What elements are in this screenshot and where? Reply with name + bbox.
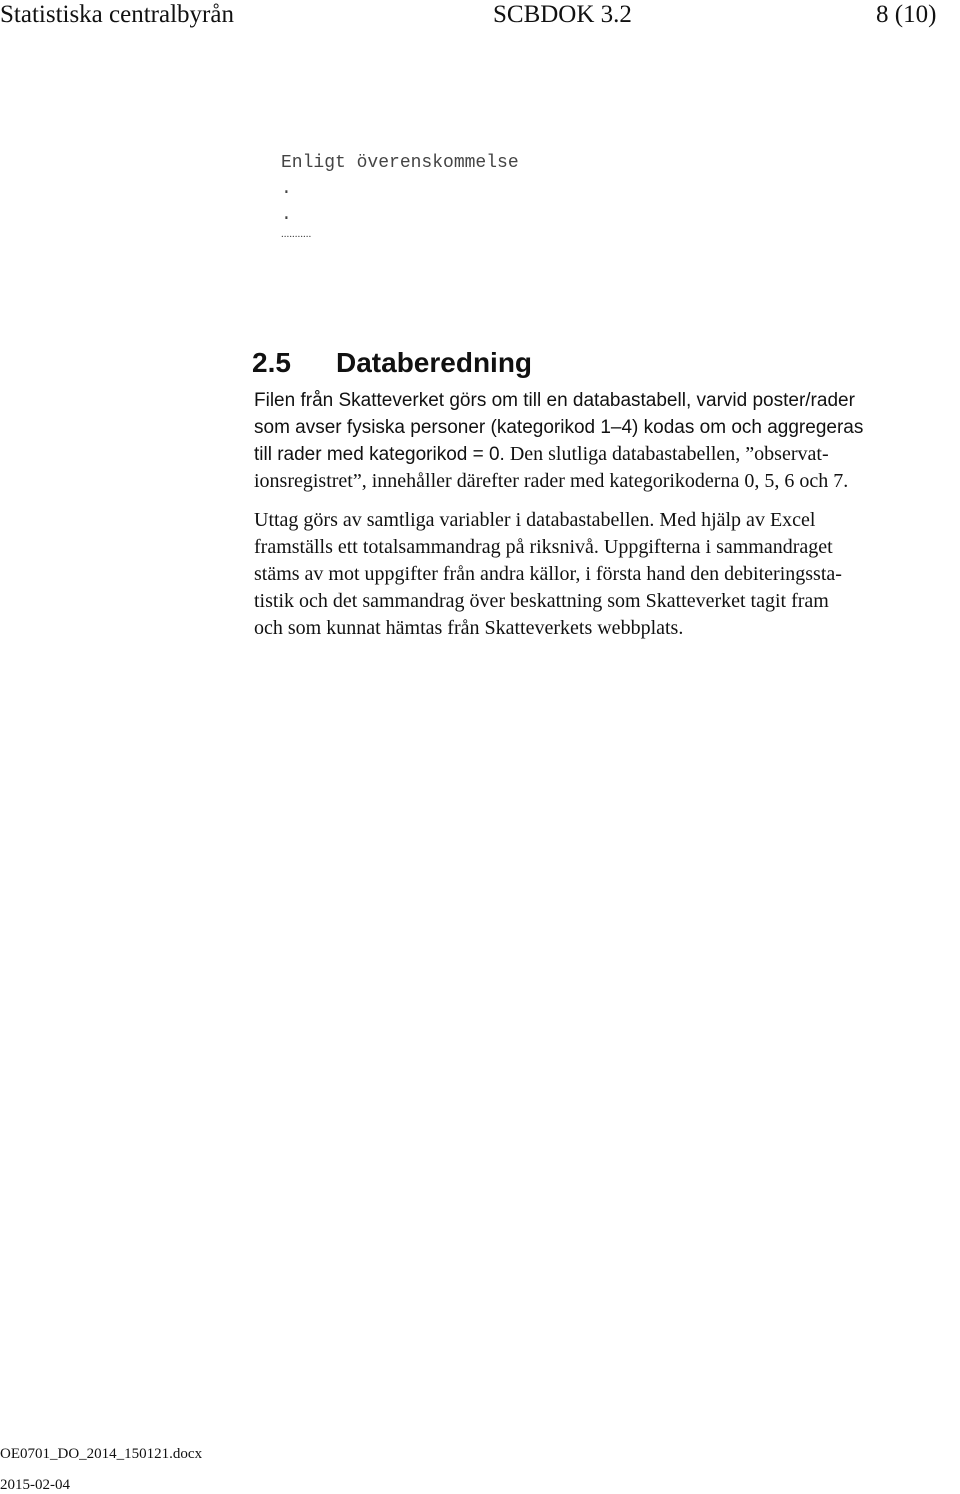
paragraph-extraction: [254, 507, 954, 642]
paragraph-line: och som kunnat hämtas från Skatteverkets webbplats.: [254, 617, 684, 639]
agreement-note-dot: .: [281, 179, 292, 199]
page-header: [0, 0, 960, 34]
section-title: Databeredning: [336, 347, 533, 378]
paragraph-line: som avser fysiska personer (kategorikod 1–4) kodas om och aggregeras: [254, 417, 864, 438]
agreement-note-dots: ...........: [281, 228, 312, 240]
agreement-note-dot: .: [281, 205, 292, 225]
section-heading: [252, 345, 532, 381]
paragraph-data-preparation: [254, 387, 954, 495]
organization-name: Statistiska centralbyrån: [0, 1, 234, 28]
paragraph-line: Uttag görs av samtliga variabler i databastabellen. Med hjälp av Excel: [254, 509, 816, 531]
paragraph-line: framställs ett totalsammandrag på riksnivå. Uppgifterna i sammandraget: [254, 536, 833, 558]
section-number: 2.5: [252, 347, 291, 378]
paragraph-line-serif-part: Den slutliga databastabellen, ”observat-: [504, 443, 829, 465]
paragraph-line: Filen från Skatteverket görs om till en databastabell, varvid poster/rader: [254, 390, 855, 411]
footer-filename: OE0701_DO_2014_150121.docx: [0, 1446, 203, 1462]
paragraph-line: stäms av mot uppgifter från andra källor, i första hand den debiteringssta-: [254, 563, 842, 585]
paragraph-line: [254, 441, 954, 468]
paragraph-line: ionsregistret”, innehåller därefter rader med kategorikoderna 0, 5, 6 och 7.: [254, 470, 849, 492]
paragraph-line: tistik och det sammandrag över beskattning som Skatteverket tagit fram: [254, 590, 829, 612]
agreement-note: [281, 150, 519, 242]
document-id: SCBDOK 3.2: [493, 1, 632, 28]
footer-date: 2015-02-04: [0, 1477, 70, 1493]
paragraph-line-sans-part: till rader med kategorikod = 0.: [254, 444, 505, 465]
agreement-note-text: Enligt överenskommelse: [281, 153, 519, 173]
page-number: 8 (10): [876, 1, 937, 28]
